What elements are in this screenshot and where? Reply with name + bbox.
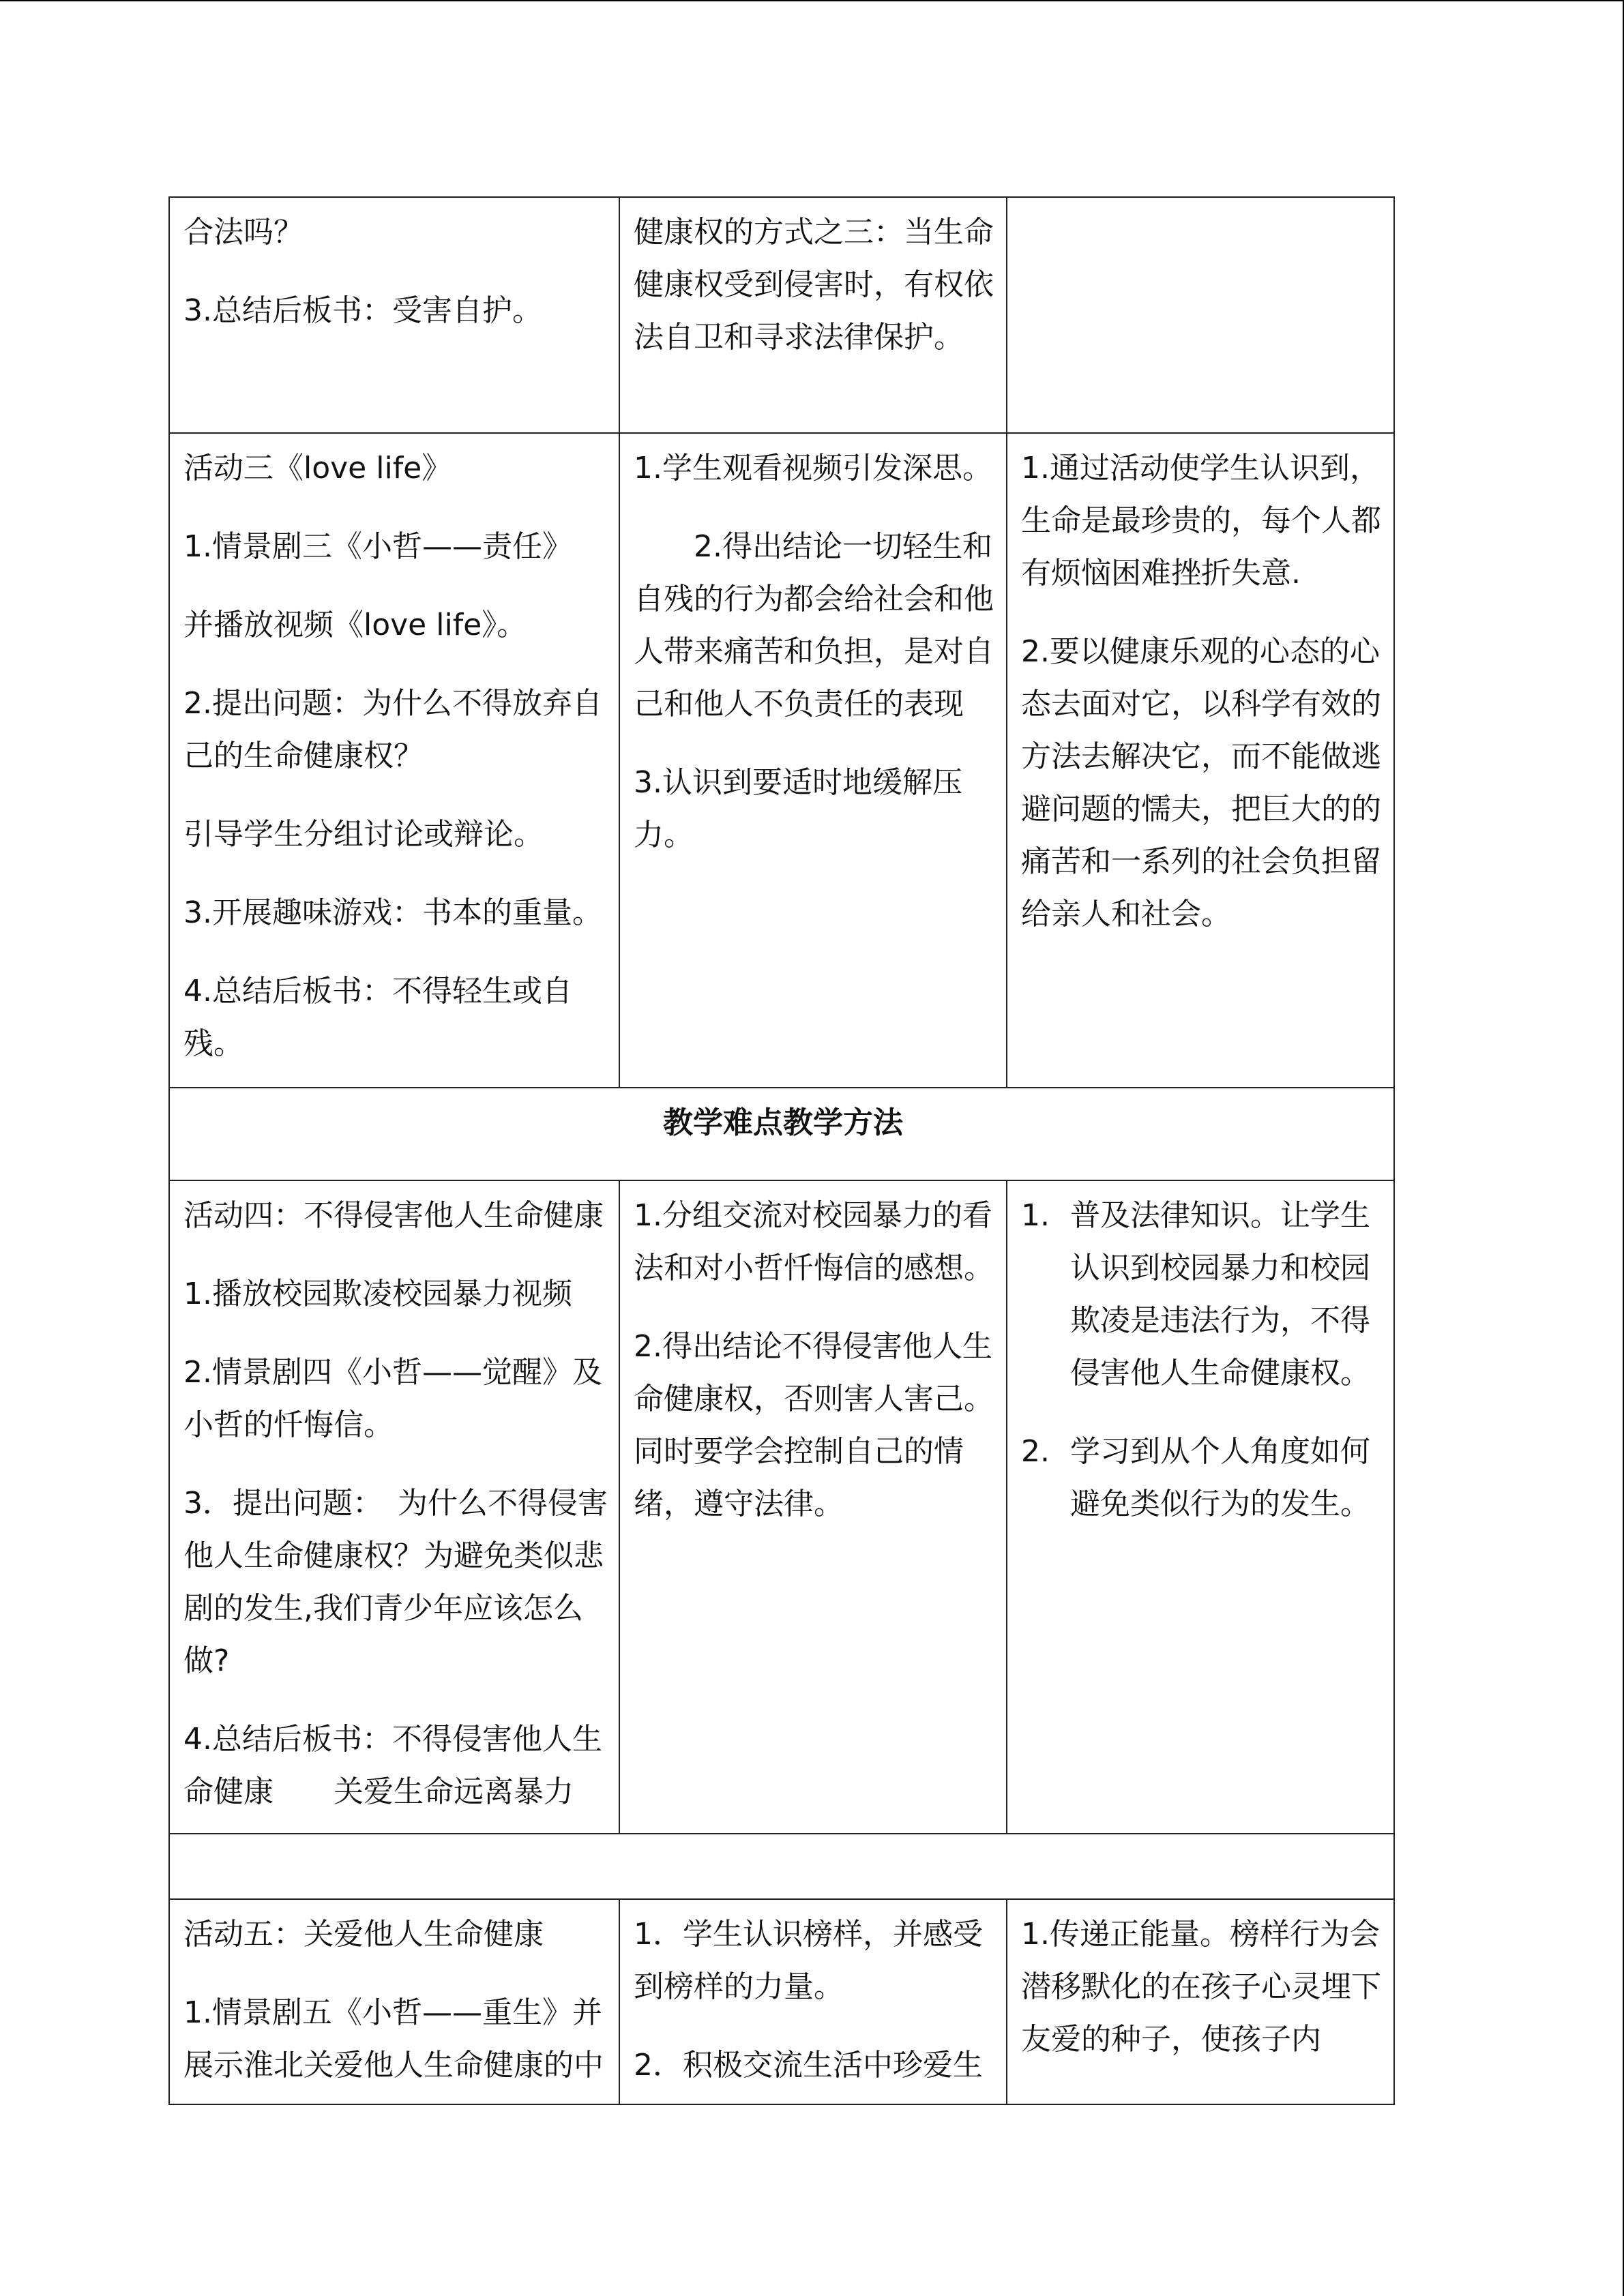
lesson-plan-table [168, 196, 1395, 2105]
cell-teacher-activity [169, 433, 619, 1088]
cell-text: 1.播放校园欺凌校园暴力视频 [183, 1277, 572, 1311]
cell-student-activity [619, 433, 1007, 1088]
cell-design-intent [1007, 1899, 1394, 2104]
cell-text: 3.开展趣味游戏：书本的重量。 [183, 895, 602, 930]
cell-text: 活动四：不得侵害他人生命健康 [183, 1198, 604, 1233]
cell-text: 1.情景剧三《小哲——责任》 [183, 529, 572, 564]
cell-teacher-activity [169, 1180, 619, 1834]
cell-student-activity [619, 1899, 1007, 2104]
numbered-list [1021, 1189, 1383, 1530]
list-text: 学习到从个人角度如何避免类似行为的发生。 [1070, 1434, 1370, 1521]
table-row [169, 1088, 1394, 1180]
cell-text: 1．学生认识榜样，并感受到榜样的力量。 [634, 1917, 983, 2004]
list-number: 1. [1021, 1198, 1050, 1233]
cell-text: 1.情景剧五《小哲——重生》并展示淮北关爱他人生命健康的中 [183, 1995, 604, 2083]
cell-text: 2．积极交流生活中珍爱生 [634, 2048, 983, 2083]
cell-text: 2.要以健康乐观的心态的心态去面对它，以科学有效的方法去解决它，而不能做逃避问题的懦夫，把巨大的的痛苦和一系列的社会负担留给亲人和社会。 [1021, 634, 1381, 931]
cell-design-intent [1007, 1180, 1394, 1834]
cell-text: 活动五：关爱他人生命健康 [183, 1917, 544, 1952]
list-number: 2. [1021, 1434, 1050, 1469]
cell-text: 1.学生观看视频引发深思。 [634, 451, 992, 486]
table-row [169, 1899, 1394, 2104]
cell-text: 健康权的方式之三：当生命健康权受到侵害时，有权依法自卫和寻求法律保护。 [634, 215, 994, 355]
cell-text: 2.提出问题：为什么不得放弃自己的生命健康权？ [183, 686, 602, 773]
cell-text: 引导学生分组讨论或辩论。 [183, 817, 544, 852]
cell-student-activity [619, 197, 1007, 433]
cell-text: 3.认识到要适时地缓解压力。 [634, 765, 962, 852]
cell-text: 4.总结后板书：不得轻生或自残。 [183, 974, 572, 1061]
cell-design-intent [1007, 197, 1394, 433]
cell-teacher-activity [169, 1899, 619, 2104]
cell-text: 3.总结后板书：受害自护。 [183, 293, 542, 328]
table-row [169, 197, 1394, 433]
cell-text: 合法吗？ [183, 215, 304, 250]
list-text: 普及法律知识。让学生认识到校园暴力和校园欺凌是违法行为，不得侵害他人生命健康权。 [1070, 1198, 1370, 1390]
list-item [1021, 1189, 1383, 1399]
table-row [169, 1180, 1394, 1834]
table-row [169, 433, 1394, 1088]
table-row [169, 1834, 1394, 1899]
cell-text: 1.传递正能量。榜样行为会潜移默化的在孩子心灵埋下友爱的种子，使孩子内 [1021, 1917, 1381, 2057]
cell-text: 2.得出结论不得侵害他人生命健康权，否则害人害己。同时要学会控制自己的情绪，遵守法律。 [634, 1329, 994, 1521]
cell-teacher-activity [169, 197, 619, 433]
cell-design-intent [1007, 433, 1394, 1088]
cell-text: 2.情景剧四《小哲——觉醒》及小哲的忏悔信。 [183, 1355, 602, 1442]
cell-text: 4.总结后板书：不得侵害他人生命健康 关爱生命远离暴力 [183, 1722, 602, 1809]
cell-text: 1.分组交流对校园暴力的看法和对小哲忏悔信的感想。 [634, 1198, 994, 1285]
cell-text: 并播放视频《love life》。 [183, 608, 527, 642]
list-item [1021, 1425, 1383, 1530]
empty-row-cell [169, 1834, 1394, 1899]
cell-student-activity [619, 1180, 1007, 1834]
cell-text: 1.通过活动使学生认识到，生命是最珍贵的，每个人都有烦恼困难挫折失意. [1021, 451, 1381, 591]
section-heading: 教学难点教学方法 [169, 1088, 1394, 1180]
cell-text: 3．提出问题： 为什么不得侵害他人生命健康权？为避免类似悲剧的发生,我们青少年应该怎么做? [183, 1486, 608, 1678]
cell-text: 活动三《love life》 [183, 451, 452, 486]
cell-text: 2.得出结论一切轻生和自残的行为都会给社会和他人带来痛苦和负担，是对自己和他人不负责任的表现 [634, 529, 994, 721]
